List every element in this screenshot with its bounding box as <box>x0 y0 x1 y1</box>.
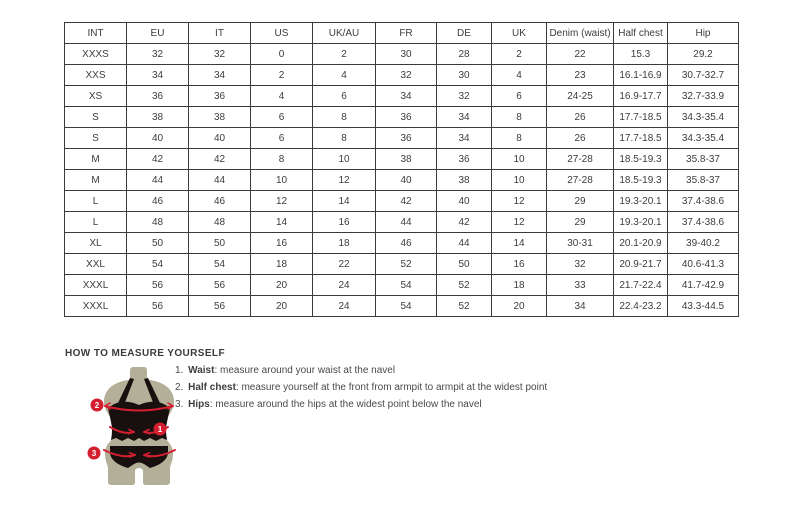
table-cell: 12 <box>251 191 313 212</box>
table-cell: 46 <box>189 191 251 212</box>
table-row <box>65 86 739 107</box>
measure-steps <box>175 366 547 417</box>
table-cell: 14 <box>313 191 376 212</box>
table-cell: 8 <box>492 128 547 149</box>
table-cell: 16.9-17.7 <box>614 86 668 107</box>
table-cell: XL <box>65 233 127 254</box>
table-cell: 54 <box>189 254 251 275</box>
measure-badge-waist <box>154 423 167 436</box>
step-number: 1. <box>175 365 184 376</box>
table-cell: 20.9-21.7 <box>614 254 668 275</box>
table-row <box>65 170 739 191</box>
table-cell: L <box>65 212 127 233</box>
table-cell: 22 <box>547 44 614 65</box>
column-header: DE <box>437 23 492 44</box>
table-row <box>65 65 739 86</box>
table-cell: 10 <box>492 170 547 191</box>
table-body <box>65 44 739 317</box>
step-text: : measure around the hips at the widest point below the navel <box>209 399 482 410</box>
table-cell: 33 <box>547 275 614 296</box>
table-cell: 36 <box>376 128 437 149</box>
table-cell: 6 <box>492 86 547 107</box>
table-cell: 14 <box>492 233 547 254</box>
table-cell: 41.7-42.9 <box>668 275 739 296</box>
badge-number: 2 <box>94 401 100 410</box>
table-cell: 4 <box>251 86 313 107</box>
table-cell: 6 <box>313 86 376 107</box>
table-cell: 26 <box>547 128 614 149</box>
table-cell: 43.3-44.5 <box>668 296 739 317</box>
step-label: Waist <box>188 365 215 376</box>
table-cell: 56 <box>127 296 189 317</box>
table-cell: 18.5-19.3 <box>614 170 668 191</box>
table-cell: 17.7-18.5 <box>614 128 668 149</box>
table-cell: 29 <box>547 191 614 212</box>
table-cell: 32 <box>376 65 437 86</box>
table-cell: XXXS <box>65 44 127 65</box>
table-cell: 29 <box>547 212 614 233</box>
table-cell: 38 <box>189 107 251 128</box>
table-cell: 56 <box>127 275 189 296</box>
table-cell: 52 <box>437 296 492 317</box>
table-row <box>65 233 739 254</box>
table-cell: 52 <box>376 254 437 275</box>
table-cell: 30 <box>437 65 492 86</box>
table-row <box>65 44 739 65</box>
table-cell: S <box>65 107 127 128</box>
table-cell: XXS <box>65 65 127 86</box>
table-cell: 54 <box>127 254 189 275</box>
table-cell: 10 <box>251 170 313 191</box>
table-cell: 44 <box>437 233 492 254</box>
table-cell: 21.7-22.4 <box>614 275 668 296</box>
table-cell: 54 <box>376 275 437 296</box>
table-cell: 24 <box>313 275 376 296</box>
table-cell: 4 <box>313 65 376 86</box>
table-cell: XS <box>65 86 127 107</box>
table-cell: 14 <box>251 212 313 233</box>
table-cell: 10 <box>492 149 547 170</box>
table-cell: 50 <box>189 233 251 254</box>
table-cell: 44 <box>127 170 189 191</box>
table-header-row <box>65 23 739 44</box>
table-cell: 35.8-37 <box>668 170 739 191</box>
table-row <box>65 212 739 233</box>
table-cell: 8 <box>251 149 313 170</box>
table-cell: 46 <box>376 233 437 254</box>
step-label: Half chest <box>188 382 236 393</box>
table-cell: 20 <box>251 275 313 296</box>
table-cell: 23 <box>547 65 614 86</box>
table-cell: 4 <box>492 65 547 86</box>
measure-step <box>175 366 547 376</box>
table-cell: 40 <box>189 128 251 149</box>
step-label: Hips <box>188 399 210 410</box>
badge-number: 1 <box>157 425 163 434</box>
table-cell: XXXL <box>65 296 127 317</box>
table-cell: M <box>65 170 127 191</box>
table-cell: 40 <box>376 170 437 191</box>
table-cell: 17.7-18.5 <box>614 107 668 128</box>
table-cell: 30.7-32.7 <box>668 65 739 86</box>
table-cell: 8 <box>313 128 376 149</box>
table-cell: 52 <box>437 275 492 296</box>
table-cell: 12 <box>313 170 376 191</box>
table-cell: 42 <box>189 149 251 170</box>
table-cell: 18.5-19.3 <box>614 149 668 170</box>
table-cell: 6 <box>251 128 313 149</box>
badge-number: 3 <box>91 449 97 458</box>
table-cell: 20 <box>492 296 547 317</box>
table-cell: 34 <box>547 296 614 317</box>
table-cell: 24-25 <box>547 86 614 107</box>
table-cell: 0 <box>251 44 313 65</box>
table-cell: 32 <box>547 254 614 275</box>
table-cell: 46 <box>127 191 189 212</box>
table-cell: 28 <box>437 44 492 65</box>
column-header: IT <box>189 23 251 44</box>
table-cell: 34 <box>376 86 437 107</box>
table-cell: 37.4-38.6 <box>668 212 739 233</box>
table-cell: M <box>65 149 127 170</box>
table-cell: 8 <box>492 107 547 128</box>
table-cell: 2 <box>492 44 547 65</box>
table-cell: 36 <box>127 86 189 107</box>
table-cell: S <box>65 128 127 149</box>
table-row <box>65 107 739 128</box>
measure-badge-chest <box>91 399 104 412</box>
table-row <box>65 191 739 212</box>
table-cell: 30-31 <box>547 233 614 254</box>
table-cell: 2 <box>313 44 376 65</box>
table-row <box>65 254 739 275</box>
table-cell: 50 <box>437 254 492 275</box>
table-cell: 19.3-20.1 <box>614 212 668 233</box>
table-cell: 44 <box>376 212 437 233</box>
table-cell: 32 <box>127 44 189 65</box>
table-cell: 42 <box>437 212 492 233</box>
table-cell: 35.8-37 <box>668 149 739 170</box>
table-row <box>65 149 739 170</box>
table-cell: 36 <box>376 107 437 128</box>
table-cell: 50 <box>127 233 189 254</box>
column-header: Half chest <box>614 23 668 44</box>
table-cell: 19.3-20.1 <box>614 191 668 212</box>
column-header: EU <box>127 23 189 44</box>
table-cell: 34.3-35.4 <box>668 107 739 128</box>
table-cell: 48 <box>127 212 189 233</box>
table-cell: 29.2 <box>668 44 739 65</box>
table-cell: 32 <box>437 86 492 107</box>
measure-step <box>175 383 547 393</box>
table-cell: 34 <box>437 107 492 128</box>
table-cell: 42 <box>376 191 437 212</box>
table-cell: 54 <box>376 296 437 317</box>
measure-step <box>175 400 547 410</box>
table-cell: 34 <box>189 65 251 86</box>
table-cell: 16 <box>492 254 547 275</box>
column-header: US <box>251 23 313 44</box>
column-header: INT <box>65 23 127 44</box>
table-cell: 32.7-33.9 <box>668 86 739 107</box>
table-cell: 39-40.2 <box>668 233 739 254</box>
table-cell: 32 <box>189 44 251 65</box>
table-cell: 26 <box>547 107 614 128</box>
table-cell: 38 <box>127 107 189 128</box>
table-cell: 20 <box>251 296 313 317</box>
table-cell: 16.1-16.9 <box>614 65 668 86</box>
table-cell: 18 <box>313 233 376 254</box>
table-cell: 40 <box>127 128 189 149</box>
table-cell: 2 <box>251 65 313 86</box>
table-cell: 38 <box>437 170 492 191</box>
table-cell: XXXL <box>65 275 127 296</box>
table-cell: 27-28 <box>547 170 614 191</box>
table-cell: 22 <box>313 254 376 275</box>
table-cell: 48 <box>189 212 251 233</box>
table-cell: 12 <box>492 191 547 212</box>
column-header: FR <box>376 23 437 44</box>
table-cell: 16 <box>251 233 313 254</box>
step-number: 3. <box>175 399 184 410</box>
table-cell: 36 <box>189 86 251 107</box>
table-cell: L <box>65 191 127 212</box>
table-cell: 36 <box>437 149 492 170</box>
step-number: 2. <box>175 382 184 393</box>
table-cell: XXL <box>65 254 127 275</box>
size-chart-table <box>64 22 739 317</box>
table-cell: 56 <box>189 275 251 296</box>
table-cell: 8 <box>313 107 376 128</box>
table-cell: 20.1-20.9 <box>614 233 668 254</box>
table-cell: 44 <box>189 170 251 191</box>
table-cell: 30 <box>376 44 437 65</box>
step-text: : measure around your waist at the navel <box>214 365 396 376</box>
table-cell: 18 <box>251 254 313 275</box>
section-title: HOW TO MEASURE YOURSELF <box>65 348 225 359</box>
table-cell: 12 <box>492 212 547 233</box>
table-cell: 34 <box>437 128 492 149</box>
table-row <box>65 128 739 149</box>
column-header: UK/AU <box>313 23 376 44</box>
table-cell: 56 <box>189 296 251 317</box>
table-cell: 42 <box>127 149 189 170</box>
column-header: Hip <box>668 23 739 44</box>
table-cell: 6 <box>251 107 313 128</box>
table-cell: 40 <box>437 191 492 212</box>
table-cell: 27-28 <box>547 149 614 170</box>
table-cell: 37.4-38.6 <box>668 191 739 212</box>
table-cell: 34 <box>127 65 189 86</box>
table-cell: 38 <box>376 149 437 170</box>
measure-badge-hips <box>88 447 101 460</box>
table-cell: 15.3 <box>614 44 668 65</box>
table-cell: 34.3-35.4 <box>668 128 739 149</box>
table-cell: 22.4-23.2 <box>614 296 668 317</box>
column-header: Denim (waist) <box>547 23 614 44</box>
table-cell: 16 <box>313 212 376 233</box>
table-cell: 24 <box>313 296 376 317</box>
table-row <box>65 296 739 317</box>
table-cell: 40.6-41.3 <box>668 254 739 275</box>
column-header: UK <box>492 23 547 44</box>
step-text: : measure yourself at the front from armpit to armpit at the widest point <box>235 382 548 393</box>
table-row <box>65 275 739 296</box>
table-cell: 18 <box>492 275 547 296</box>
table-cell: 10 <box>313 149 376 170</box>
